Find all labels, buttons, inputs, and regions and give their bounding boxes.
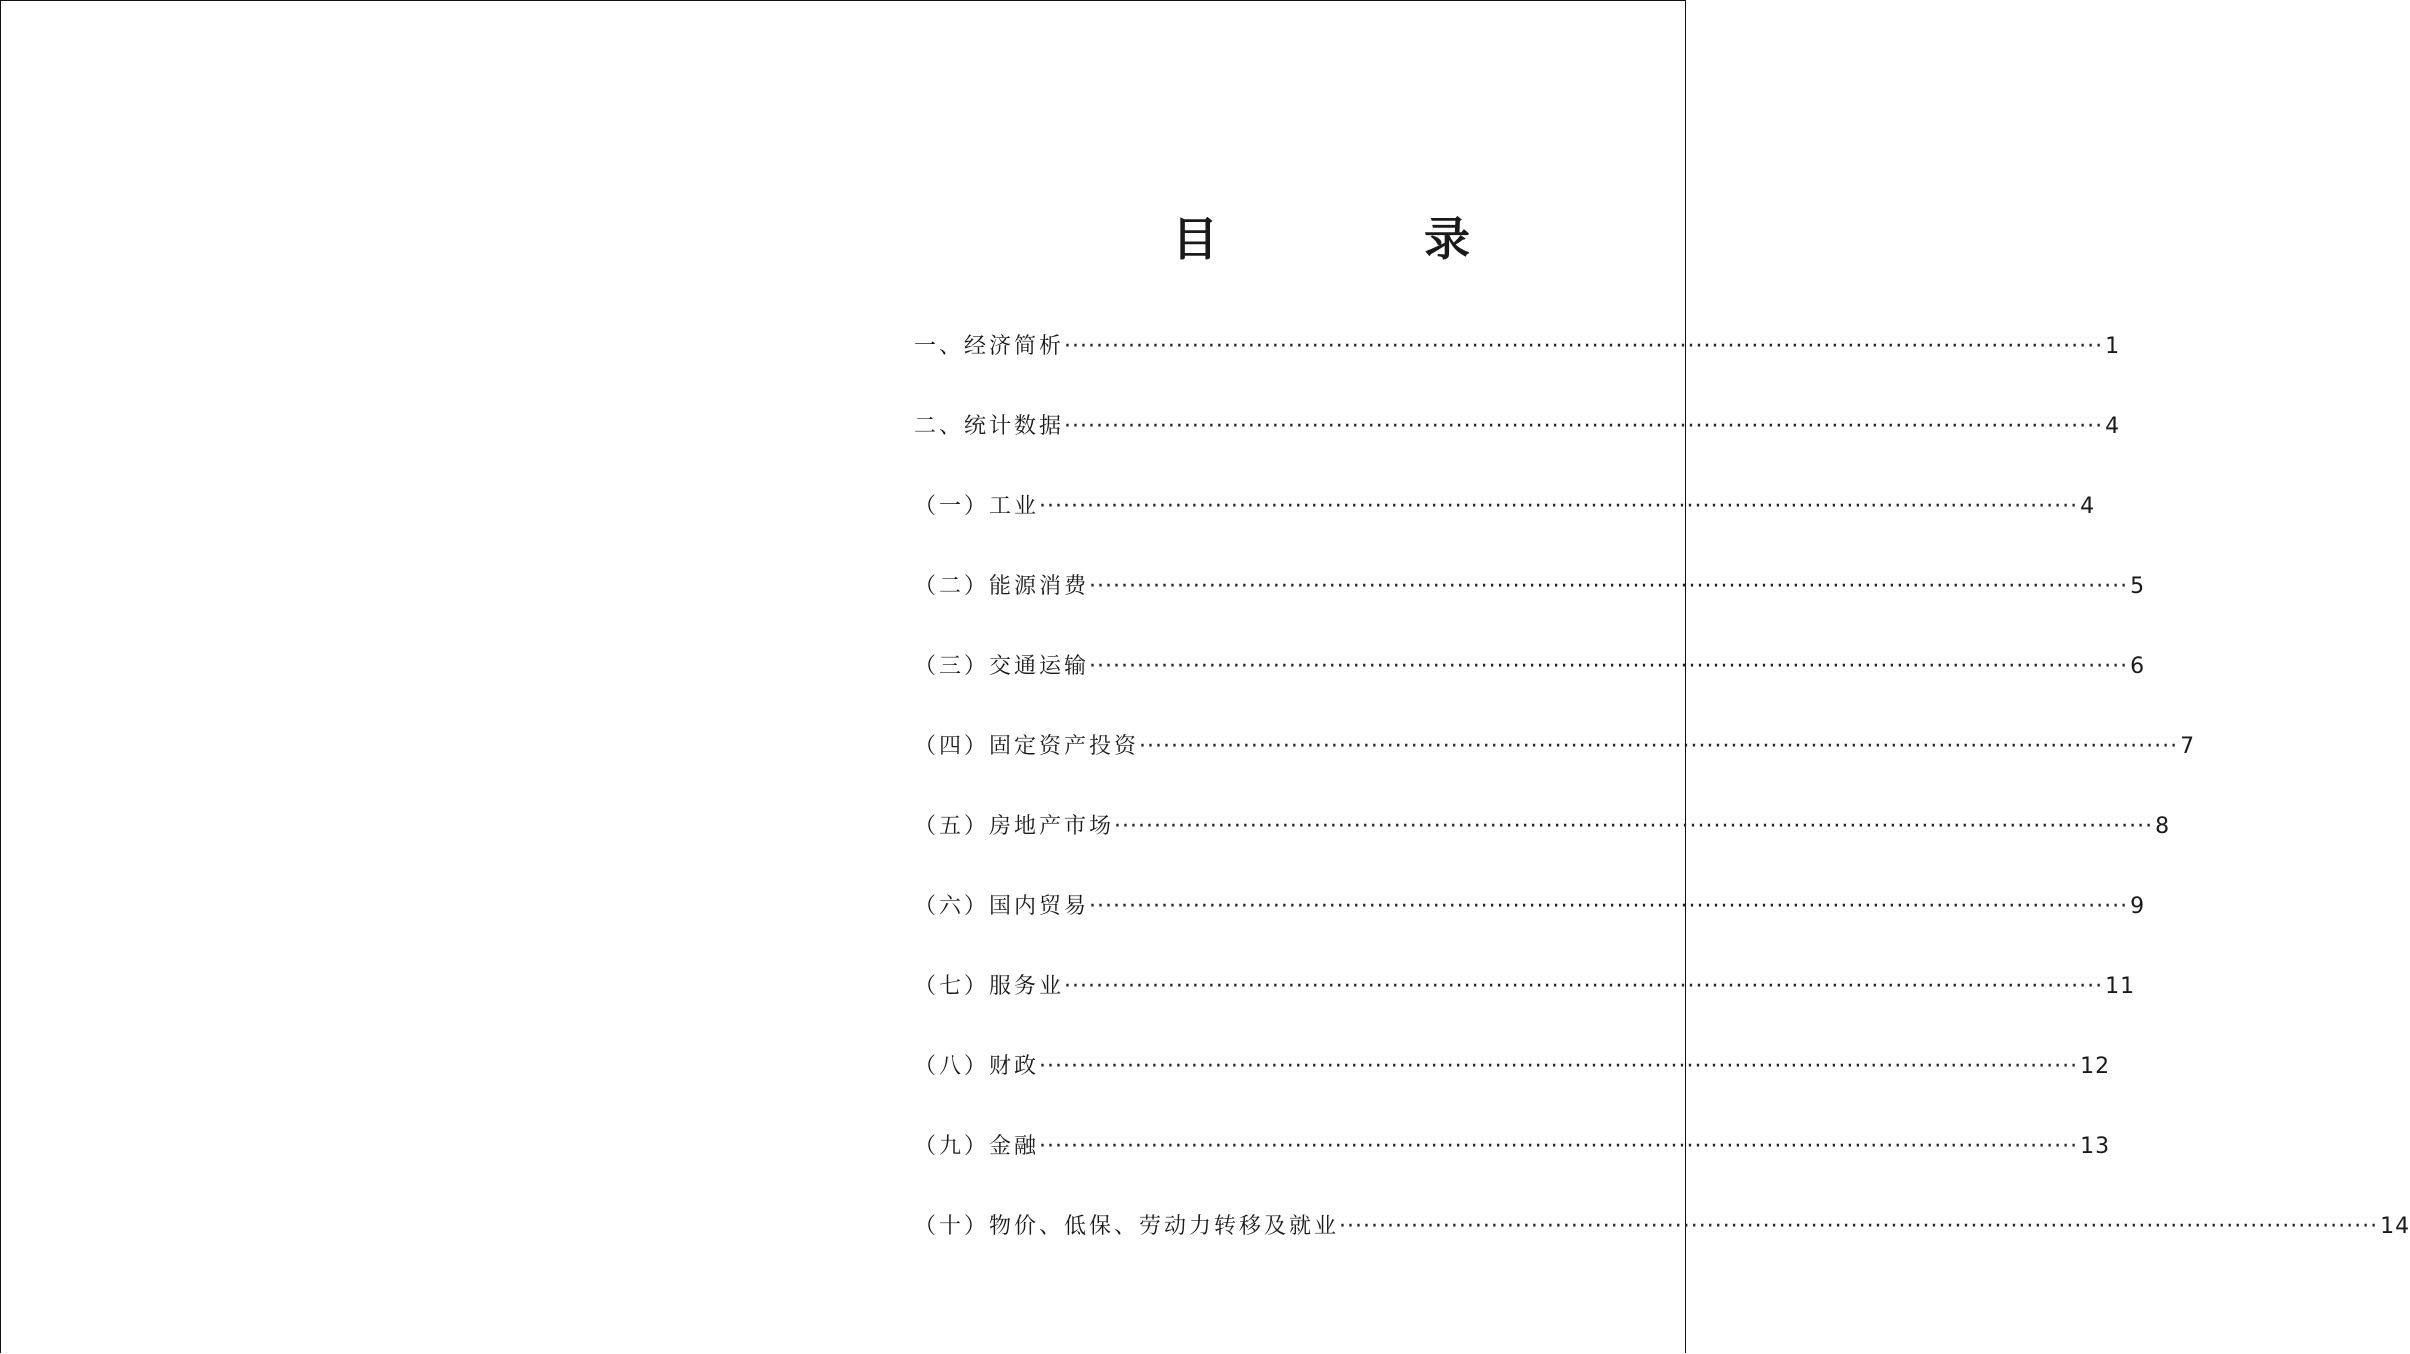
- toc-entry-label: （八）财政: [914, 1054, 1040, 1079]
- toc-entry-label: 一、经济简析: [914, 334, 1065, 359]
- toc-page-number: 6: [2130, 654, 2146, 679]
- toc-entry-label: （一）工业: [914, 494, 1040, 519]
- toc-page-number: 4: [2080, 494, 2096, 519]
- toc-entry-label: 二、统计数据: [914, 414, 1065, 439]
- toc-page-number: 1: [2105, 334, 2121, 359]
- toc-entry[interactable]: [914, 407, 2121, 447]
- toc-entry-label: （五）房地产市场: [914, 814, 1115, 839]
- toc-dot-leader: ··································································································································: [1039, 1054, 2079, 1079]
- toc-entry[interactable]: [914, 647, 2146, 687]
- toc-page-number: 5: [2130, 574, 2146, 599]
- toc-entry-label: （九）金融: [914, 1134, 1040, 1159]
- toc-entry-label: （四）固定资产投资: [914, 734, 1140, 759]
- toc-dot-leader: ··································································································································: [1139, 734, 2179, 759]
- toc-page-number: 12: [2080, 1054, 2111, 1079]
- toc-entry-label: （二）能源消费: [914, 574, 1090, 599]
- toc-entry[interactable]: [914, 327, 2121, 367]
- toc-entry[interactable]: [914, 807, 2171, 847]
- toc-entry-label: （三）交通运输: [914, 654, 1090, 679]
- toc-page-number: 7: [2180, 734, 2196, 759]
- toc-dot-leader: ··································································································································: [1064, 414, 2104, 439]
- toc-dot-leader: ··································································································································: [1339, 1214, 2379, 1239]
- toc-dot-leader: ··································································································································: [1064, 334, 2104, 359]
- toc-entry[interactable]: [914, 1047, 2111, 1087]
- blank-left-page: [1, 1, 844, 1354]
- toc-dot-leader: ··································································································································: [1089, 574, 2129, 599]
- toc-dot-leader: ··································································································································: [1089, 894, 2129, 919]
- toc-entry[interactable]: [914, 567, 2146, 607]
- toc-dot-leader: ··································································································································: [1089, 654, 2129, 679]
- toc-page-number: 11: [2105, 974, 2136, 999]
- toc-entry[interactable]: [914, 487, 2096, 527]
- toc-entry[interactable]: [914, 967, 2136, 1007]
- toc-page: [844, 1, 2410, 1354]
- toc-entry[interactable]: [914, 887, 2146, 927]
- toc-entry-label: （七）服务业: [914, 974, 1065, 999]
- toc-entry[interactable]: [914, 727, 2196, 767]
- toc-page-number: 9: [2130, 894, 2146, 919]
- toc-dot-leader: ··································································································································: [1039, 494, 2079, 519]
- toc-dot-leader: ··································································································································: [1114, 814, 2154, 839]
- toc-entry-label: （十）物价、低保、劳动力转移及就业: [914, 1214, 1340, 1239]
- toc-entry-label: （六）国内贸易: [914, 894, 1090, 919]
- toc-dot-leader: ··································································································································: [1064, 974, 2104, 999]
- toc-entry[interactable]: [914, 1127, 2111, 1167]
- toc-page-number: 8: [2155, 814, 2171, 839]
- toc-title: 目 录: [1172, 212, 1550, 266]
- toc-page-number: 14: [2380, 1214, 2410, 1239]
- toc-dot-leader: ··································································································································: [1039, 1134, 2079, 1159]
- toc-page-number: 4: [2105, 414, 2121, 439]
- toc-page-number: 13: [2080, 1134, 2111, 1159]
- toc-entry[interactable]: [914, 1207, 2410, 1247]
